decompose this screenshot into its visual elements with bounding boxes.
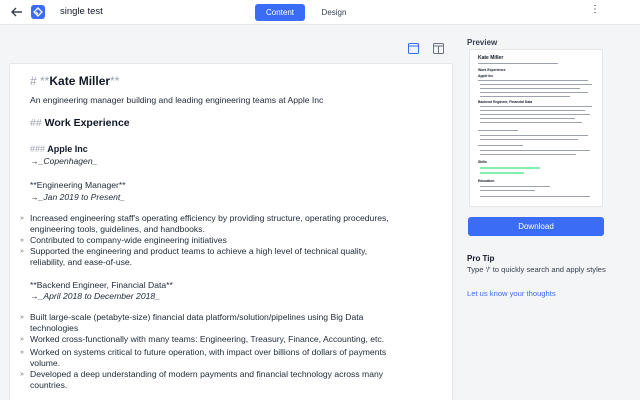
preview-line	[480, 135, 588, 136]
list-item[interactable]: Developed a deep understanding of modern payments and financial technology across many	[30, 369, 384, 379]
bullet-icon: »	[20, 237, 24, 244]
feedback-link[interactable]: Let us know your thoughts	[467, 289, 556, 298]
tab-design[interactable]: Design	[321, 8, 347, 17]
section-heading[interactable]: ## Work Experience	[30, 117, 130, 129]
list-item-continued[interactable]: engineering tools, guidelines, and handbooks.	[30, 224, 205, 234]
preview-line	[478, 63, 558, 64]
preview-label: Preview	[467, 38, 498, 47]
preview-line	[480, 190, 535, 191]
preview-name: Kate Miller	[478, 55, 504, 61]
job-dates[interactable]: →_April 2018 to December 2018_	[30, 291, 160, 301]
preview-line	[480, 154, 576, 155]
list-item[interactable]: Contributed to company-wide engineering initiatives	[30, 235, 227, 245]
document-title[interactable]: single test	[60, 6, 103, 17]
list-item-continued[interactable]: reliability, and ease-of-use.	[30, 257, 133, 267]
preview-line	[480, 139, 578, 140]
list-item[interactable]: Increased engineering staff's operating efficiency by providing structure, operating procedures,	[30, 213, 389, 223]
single-page-view-icon[interactable]	[408, 43, 419, 54]
bullet-icon: »	[20, 349, 24, 356]
pro-tip-title: Pro Tip	[467, 254, 495, 263]
list-item[interactable]: Built large-scale (petabyte-size) financial data platform/solution/pipelines using Big Data	[30, 312, 364, 322]
job-title-line[interactable]: **Backend Engineer, Financial Data**	[30, 280, 173, 290]
preview-line	[480, 114, 590, 115]
pro-tip-text: Type '/' to quickly search and apply styles	[467, 265, 606, 274]
bullet-icon: »	[20, 336, 24, 343]
resume-editor[interactable]	[9, 63, 453, 400]
preview-line	[480, 122, 582, 123]
resume-preview[interactable]	[469, 49, 603, 207]
job-dates[interactable]: →_Jan 2019 to Present_	[30, 192, 126, 202]
preview-skills: Skills	[478, 160, 487, 164]
preview-line	[480, 92, 588, 93]
app-logo-icon	[30, 4, 46, 20]
preview-line	[480, 110, 585, 111]
tab-content[interactable]: Content	[255, 4, 305, 21]
list-item-continued[interactable]: technologies	[30, 323, 79, 333]
preview-section-work: Work Experience	[478, 68, 506, 72]
preview-line	[480, 186, 550, 187]
preview-line	[480, 196, 590, 197]
preview-skill-tags	[480, 167, 540, 169]
bullet-icon: »	[20, 371, 24, 378]
bullet-icon: »	[20, 248, 24, 255]
preview-role: Backend Engineer, Financial Data	[478, 100, 533, 104]
preview-line	[480, 84, 592, 85]
split-view-icon[interactable]	[433, 43, 444, 54]
bullet-icon: »	[20, 215, 24, 222]
top-bar	[0, 0, 640, 25]
list-item[interactable]: Worked on systems critical to future operation, with impact over billions of dollars of payments	[30, 347, 387, 357]
back-arrow-icon[interactable]	[10, 5, 24, 19]
preview-education: Education	[478, 179, 495, 183]
preview-line	[480, 106, 592, 107]
summary-line[interactable]: An engineering manager building and leading engineering teams at Apple Inc	[30, 95, 324, 105]
preview-company: Apple Inc	[478, 74, 494, 78]
job-location[interactable]: →_Copenhagen_	[30, 156, 98, 166]
download-button[interactable]: Download	[468, 217, 604, 236]
preview-line	[478, 80, 588, 81]
job-title-line[interactable]: **Engineering Manager**	[30, 180, 126, 190]
preview-line	[478, 130, 518, 131]
list-item-continued[interactable]: volume.	[30, 358, 61, 368]
more-menu-icon[interactable]: ⋮	[590, 4, 600, 15]
preview-line	[480, 96, 570, 97]
name-heading[interactable]: # **Kate Miller**	[30, 74, 120, 88]
preview-line	[480, 118, 575, 119]
company-heading[interactable]: ### Apple Inc	[30, 144, 88, 154]
preview-skill-tags	[480, 172, 524, 174]
preview-line	[480, 150, 590, 151]
preview-line	[480, 88, 580, 89]
preview-line	[478, 145, 523, 146]
list-item[interactable]: Worked cross-functionally with many teams: Engineering, Treasury, Finance, Accounting, etc.	[30, 334, 385, 344]
list-item-continued[interactable]: countries.	[30, 380, 68, 390]
bullet-icon: »	[20, 314, 24, 321]
list-item[interactable]: Supported the engineering and product teams to achieve a high level of technical quality,	[30, 246, 368, 256]
